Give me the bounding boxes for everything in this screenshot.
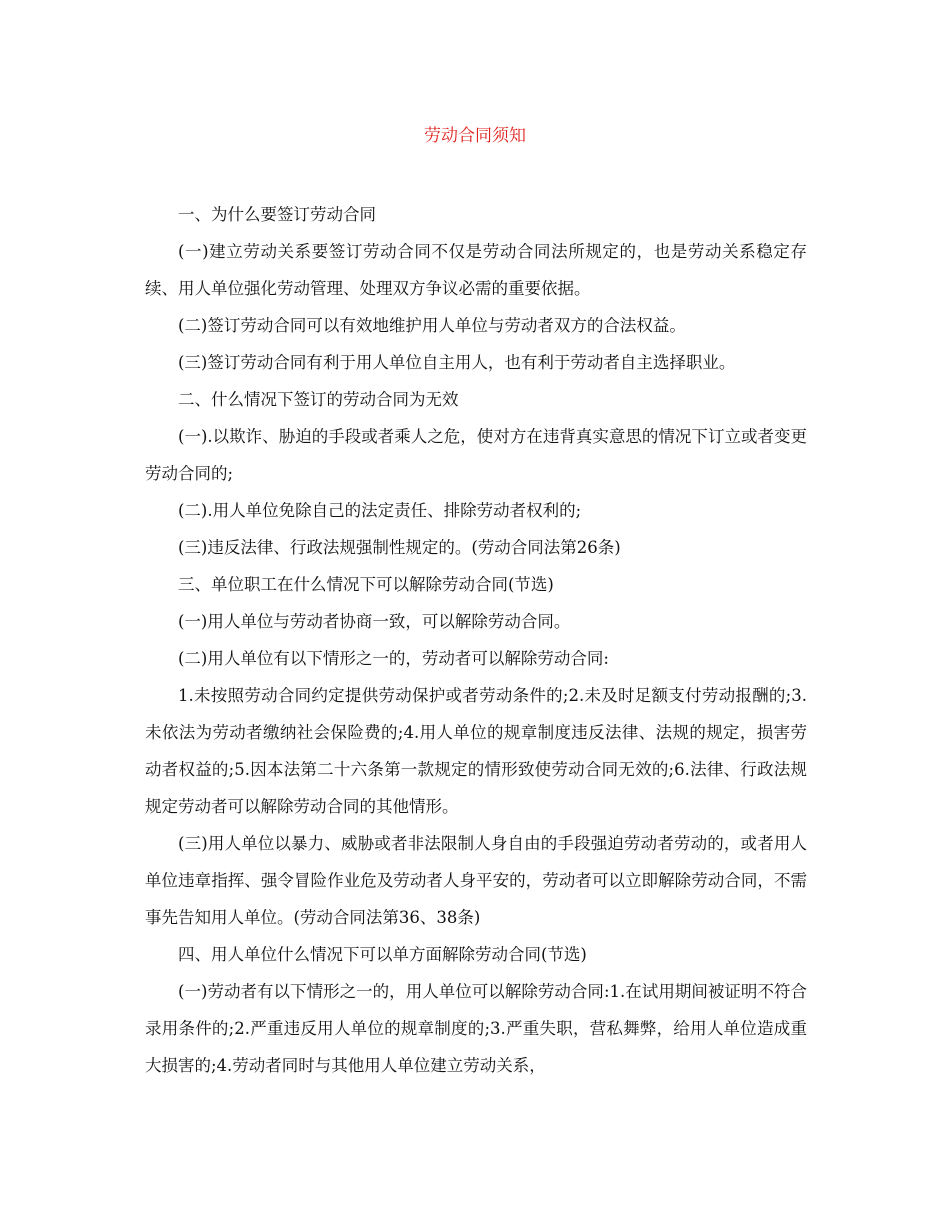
paragraph: (二).用人单位免除自己的法定责任、排除劳动者权利的; <box>178 501 582 520</box>
paragraph: (一)劳动者有以下情形之一的，用人单位可以解除劳动合同:1.在试用期间被证明不符合录用条件的;2.严重违反用人单位的规章制度的;3.严重失职，营私舞弊，给用人单位造成重大损害的;4.劳动者同时与其他用人单位建立劳动关系， <box>145 982 807 1075</box>
paragraph: (三)违反法律、行政法规强制性规定的。(劳动合同法第26条) <box>178 538 621 557</box>
paragraph: (一)用人单位与劳动者协商一致，可以解除劳动合同。 <box>178 612 571 631</box>
paragraph: (二)用人单位有以下情形之一的，劳动者可以解除劳动合同: <box>178 649 609 668</box>
section-heading-2: 二、什么情况下签订的劳动合同为无效 <box>178 390 459 409</box>
paragraph: (一)建立劳动关系要签订劳动合同不仅是劳动合同法所规定的，也是劳动关系稳定存续、用人单位强化劳动管理、处理双方争议必需的重要依据。 <box>145 242 807 298</box>
paragraph: (二)签订劳动合同可以有效地维护用人单位与劳动者双方的合法权益。 <box>178 316 686 335</box>
document-body <box>145 196 807 1084</box>
section-heading-1: 一、为什么要签订劳动合同 <box>178 205 376 224</box>
section-heading-4: 四、用人单位什么情况下可以单方面解除劳动合同(节选) <box>178 945 587 964</box>
paragraph: (三)签订劳动合同有利于用人单位自主用人，也有利于劳动者自主选择职业。 <box>178 353 736 372</box>
paragraph: 1.未按照劳动合同约定提供劳动保护或者劳动条件的;2.未及时足额支付劳动报酬的;3.未依法为劳动者缴纳社会保险费的;4.用人单位的规章制度违反法律、法规的规定，损害劳动者权益的;5.因本法第二十六条第一款规定的情形致使劳动合同无效的;6.法律、行政法规规定劳动者可以解除劳动合同的其他情形。 <box>145 686 807 816</box>
document-title: 劳动合同须知 <box>424 126 526 146</box>
section-heading-3: 三、单位职工在什么情况下可以解除劳动合同(节选) <box>178 575 554 594</box>
paragraph: (三)用人单位以暴力、威胁或者非法限制人身自由的手段强迫劳动者劳动的，或者用人单位违章指挥、强令冒险作业危及劳动者人身平安的，劳动者可以立即解除劳动合同，不需事先告知用人单位。(劳动合同法第36、38条) <box>145 834 807 927</box>
paragraph: (一).以欺诈、胁迫的手段或者乘人之危，使对方在违背真实意思的情况下订立或者变更劳动合同的; <box>145 427 807 483</box>
